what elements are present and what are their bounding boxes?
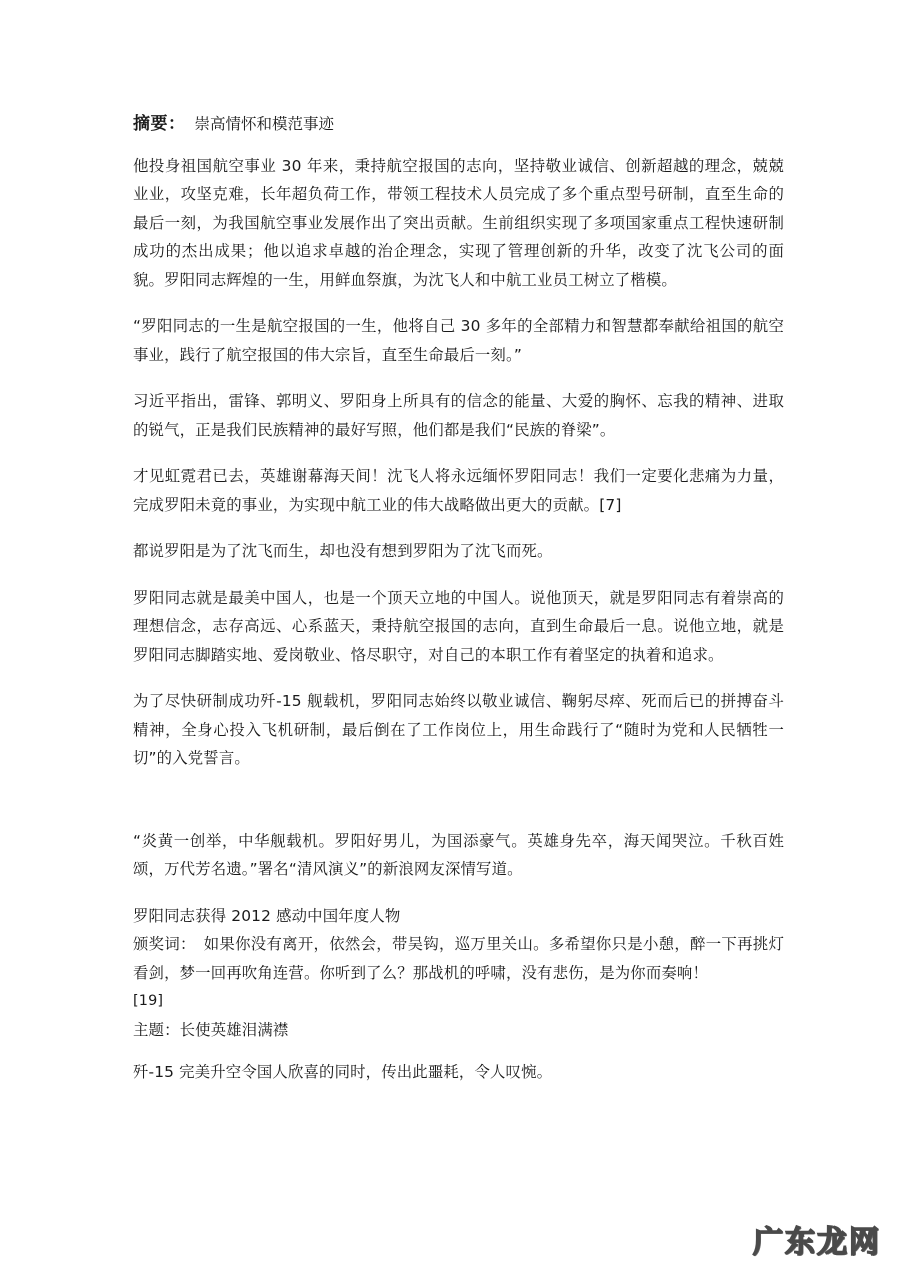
- paragraph-born-for-shenfei: 都说罗阳是为了沈飞而生，却也没有想到罗阳为了沈飞而死。: [133, 542, 553, 560]
- paragraph-j15-development: 为了尽快研制成功歼-15 舰载机，罗阳同志始终以敬业诚信、鞠躬尽瘁、死而后已的拼搏奋斗精神，全身心投入飞机研制，最后倒在了工作岗位上，用生命践行了“随时为党和人民牺牲一切”的入党誓言。: [133, 692, 784, 767]
- paragraph-xi-jinping: 习近平指出，雷锋、郭明义、罗阳身上所具有的信念的能量、大爱的胸怀、忘我的精神、进取的锐气，正是我们民族精神的最好写照，他们都是我们“民族的脊梁”。: [133, 392, 784, 439]
- abstract-value: 崇高情怀和模范事迹: [194, 115, 335, 133]
- abstract-heading: [133, 112, 784, 138]
- document-content: [133, 112, 784, 1087]
- paragraph-eulogy: 才见虹霓君已去，英雄谢幕海天间！沈飞人将永远缅怀罗阳同志！我们一定要化悲痛为力量，完成罗阳未竟的事业，为实现中航工业的伟大战略做出更大的贡献。[7]: [133, 467, 784, 514]
- award-title: 罗阳同志获得 2012 感动中国年度人物: [133, 906, 401, 925]
- paragraph-quote-lifetime: “罗阳同志的一生是航空报国的一生，他将自己 30 多年的全部精力和智慧都奉献给祖国的航空事业，践行了航空报国的伟大宗旨，直至生命最后一刻。”: [133, 317, 784, 364]
- closing-spacer: [133, 1044, 784, 1058]
- award-citation: 颁奖词： 如果你没有离开，依然会，带吴钩，巡万里关山。多希望你只是小憩，醉一下再挑灯看剑，梦一回再吹角连营。你听到了么？那战机的呼啸，没有悲伤，是为你而奏响！: [133, 935, 784, 982]
- award-reference: [19]: [133, 993, 164, 1009]
- award-theme: 主题：长使英雄泪满襟: [133, 1020, 289, 1039]
- section-spacer: [133, 791, 784, 827]
- site-watermark: 广东龙网: [753, 1225, 881, 1260]
- paragraph-sina-poem: “炎黄一创举，中华舰载机。罗阳好男儿，为国添豪气。英雄身先卒，海天闻哭泣。千秋百姓颂，万代芳名遗。”署名“清风演义”的新浪网友深情写道。: [133, 831, 784, 878]
- award-block: [133, 902, 784, 1045]
- paragraph-closing: 歼-15 完美升空令国人欣喜的同时，传出此噩耗，令人叹惋。: [133, 1063, 553, 1081]
- paragraph-most-beautiful-chinese: 罗阳同志就是最美中国人，也是一个顶天立地的中国人。说他顶天，就是罗阳同志有着崇高的理想信念，志存高远、心系蓝天，秉持航空报国的志向，直到生命最后一息。说他立地，就是罗阳同志脚踏实地、爱岗敬业、恪尽职守，对自己的本职工作有着坚定的执着和追求。: [133, 588, 784, 664]
- abstract-label: 摘要：: [133, 114, 186, 134]
- paragraph-career-summary: 他投身祖国航空事业 30 年来，秉持航空报国的志向，坚持敬业诚信、创新超越的理念，兢兢业业，攻坚克难，长年超负荷工作，带领工程技术人员完成了多个重点型号研制，直至生命的最后一刻，为我国航空事业发展作出了突出贡献。生前组织实现了多项国家重点工程快速研制成功的杰出成果；他以追求卓越的治企理念，实现了管理创新的升华，改变了沈飞公司的面貌。罗阳同志辉煌的一生，用鲜血祭旗，为沈飞人和中航工业员工树立了楷模。: [133, 156, 784, 289]
